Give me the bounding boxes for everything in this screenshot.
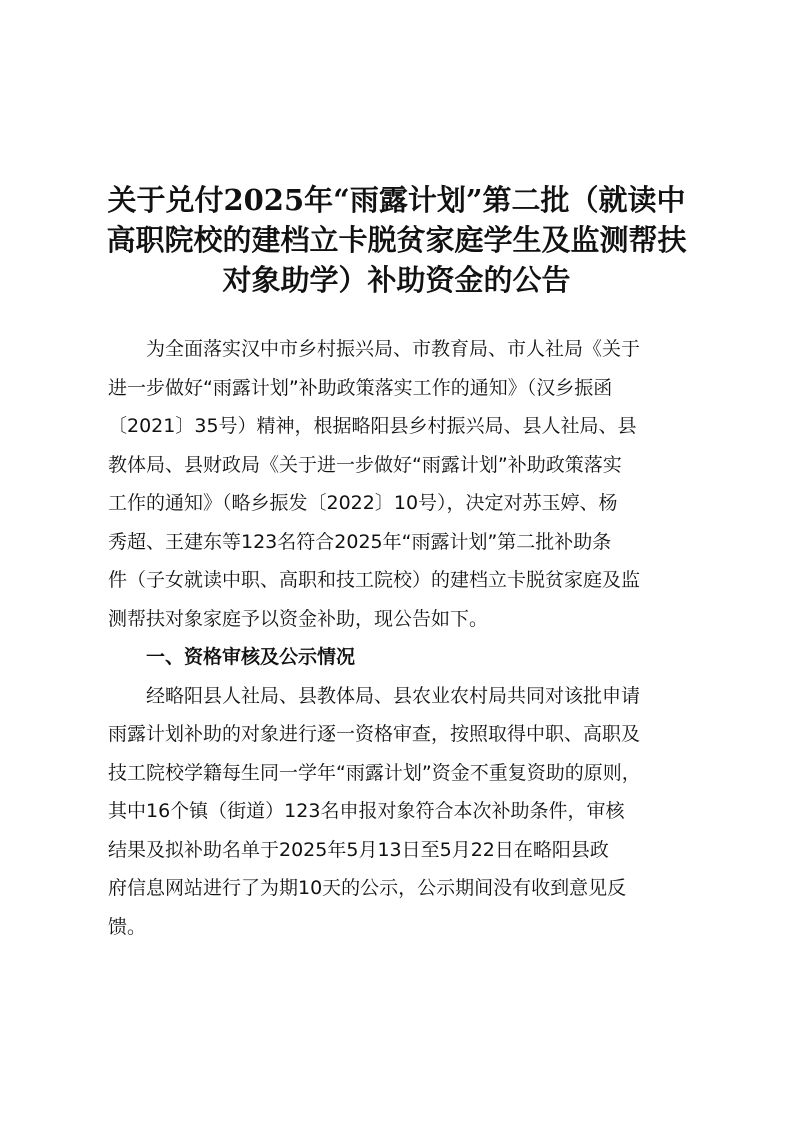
paragraph-line: 测帮扶对象家庭予以资金补助，现公告如下。 xyxy=(108,607,489,630)
document-title xyxy=(90,180,703,300)
paragraph-line: 雨露计划补助的对象进行逐一资格审查，按照取得中职、高职及 xyxy=(108,723,641,745)
paragraph-line: 结果及拟补助名单于2025年5月13日至5月22日在略阳县政 xyxy=(108,838,609,861)
paragraph-line: 技工院校学籍每生同一学年“雨露计划”资金不重复资助的原则， xyxy=(108,761,641,784)
intro-paragraph xyxy=(108,330,698,638)
section-heading: 一、资格审核及公示情况 xyxy=(146,646,356,668)
paragraph-line: 〔2021〕35号）精神，根据略阳县乡村振兴局、县人社局、县 xyxy=(108,415,637,437)
paragraph-line: 教体局、县财政局《关于进一步做好“雨露计划”补助政策落实 xyxy=(108,453,622,476)
section-paragraph xyxy=(108,677,698,947)
title-line: 关于兑付2025年“雨露计划”第二批（就读中 xyxy=(107,183,686,217)
document-body xyxy=(108,330,698,946)
paragraph-line: 其中16个镇（街道）123名申报对象符合本次补助条件，审核 xyxy=(108,800,625,822)
paragraph-line: 府信息网站进行了为期10天的公示，公示期间没有收到意见反 xyxy=(108,877,627,899)
paragraph-line: 秀超、王建东等123名符合2025年“雨露计划”第二批补助条 xyxy=(108,530,612,553)
paragraph-line: 馈。 xyxy=(108,915,147,938)
title-line: 对象助学）补助资金的公告 xyxy=(222,263,571,297)
paragraph-line: 进一步做好“雨露计划”补助政策落实工作的通知》（汉乡振函 xyxy=(108,376,613,399)
paragraph-line: 经略阳县人社局、县教体局、县农业农村局共同对该批申请 xyxy=(146,684,641,707)
paragraph-line: 为全面落实汉中市乡村振兴局、市教育局、市人社局《关于 xyxy=(146,338,641,360)
paragraph-line: 件（子女就读中职、高职和技工院校）的建档立卡脱贫家庭及监 xyxy=(108,569,641,591)
paragraph-line: 工作的通知》（略乡振发〔2022〕10号），决定对苏玉婷、杨 xyxy=(108,492,618,514)
title-line: 高职院校的建档立卡脱贫家庭学生及监测帮扶 xyxy=(106,223,687,257)
